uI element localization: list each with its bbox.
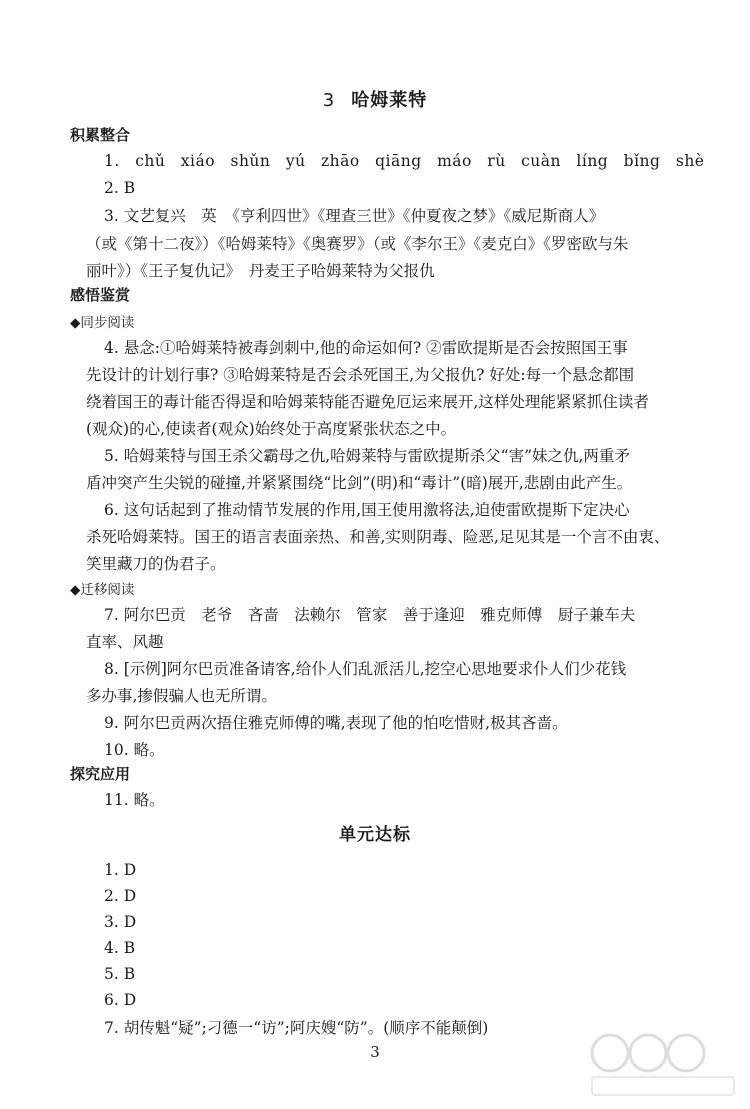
unit-answer-6: 6. D (104, 991, 137, 1009)
answer-4-line4: (观众)的心,使读者(观众)始终处于高度紧张状态之中。 (86, 420, 457, 438)
answer-1: 1. chǔ xiáo shǔn yú zhāo qiāng máo rù cuàn líng bǐng shè (104, 152, 705, 170)
answer-5-line1: 5. 哈姆莱特与国王杀父霸母之仇,哈姆莱特与雷欧提斯杀父“害”妹之仇,两重矛 (104, 447, 630, 465)
answer-7-line2: 直率、风趣 (86, 633, 164, 651)
answer-7-line1: 7. 阿尔巴贡 老爷 吝啬 法赖尔 管家 善于逢迎 雅克师傅 厨子兼车夫 (104, 606, 636, 624)
subsection-transfer-reading: ◆迁移阅读 (70, 582, 135, 598)
unit-answer-4: 4. B (104, 939, 136, 957)
unit-answer-5: 5. B (104, 965, 136, 983)
section-accumulate: 积累整合 (70, 126, 131, 144)
unit-test-title: 单元达标 (339, 825, 411, 845)
answer-4-line3: 绕着国王的毒计能否得逞和哈姆莱特能否避免厄运来展开,这样处理能紧紧抓住读者 (86, 393, 649, 411)
page-number: 3 (370, 1043, 380, 1061)
answer-3-line2: （或《第十二夜》）《哈姆莱特》《奥赛罗》（或《李尔王》《麦克白》《罗密欧与朱 (86, 235, 629, 253)
unit-answer-7: 7. 胡传魁“疑”;刁德一“访”;阿庆嫂“防”。(顺序不能颠倒) (104, 1019, 489, 1037)
unit-answer-1: 1. D (104, 861, 137, 879)
answer-6-line1: 6. 这句话起到了推动情节发展的作用,国王使用激将法,迫使雷欧提斯下定决心 (104, 501, 630, 519)
page-title (0, 86, 750, 112)
section-explore: 探究应用 (70, 765, 131, 783)
answer-9: 9. 阿尔巴贡两次捂住雅克师傅的嘴,表现了他的怕吃惜财,极其吝啬。 (104, 714, 568, 732)
answer-2: 2. B (104, 179, 136, 197)
answer-10: 10. 略。 (104, 741, 165, 759)
unit-answer-2: 2. D (104, 887, 137, 905)
answer-8-line1: 8. [示例]阿尔巴贡准备请客,给仆人们乱派活儿,挖空心思地要求仆人们少花钱 (104, 660, 627, 678)
answer-4-line2: 先设计的计划行事? ③哈姆莱特是否会杀死国王,为父报仇? 好处:每一个悬念都围 (86, 366, 635, 384)
answer-3-line1: 3. 文艺复兴 英 《亨利四世》《理查三世》《仲夏夜之梦》《威尼斯商人》 (104, 207, 605, 225)
answer-6-line2: 杀死哈姆莱特。国王的语言表面亲热、和善,实则阴毒、险恶,足见其是一个言不由衷、 (86, 528, 670, 546)
chapter-number: 3 (322, 90, 336, 111)
section-appreciate: 感悟鉴赏 (70, 286, 131, 304)
answer-6-line3: 笑里藏刀的伪君子。 (86, 555, 226, 573)
answer-4-line1: 4. 悬念:①哈姆莱特被毒剑刺中,他的命运如何? ②雷欧提斯是否会按照国王事 (104, 339, 628, 357)
unit-answer-3: 3. D (104, 913, 137, 931)
watermark-logo (588, 1025, 738, 1101)
answer-5-line2: 盾冲突产生尖锐的碰撞,并紧紧围绕“比剑”(明)和“毒计”(暗)展开,悲剧由此产生。 (86, 474, 633, 492)
chapter-title: 哈姆莱特 (351, 90, 428, 111)
answer-3-line3: 丽叶》）《王子复仇记》 丹麦王子哈姆莱特为父报仇 (86, 262, 435, 280)
answer-11: 11. 略。 (104, 791, 165, 809)
subsection-sync-reading: ◆同步阅读 (70, 315, 135, 331)
answer-8-line2: 多办事,掺假骗人也无所谓。 (86, 687, 277, 705)
